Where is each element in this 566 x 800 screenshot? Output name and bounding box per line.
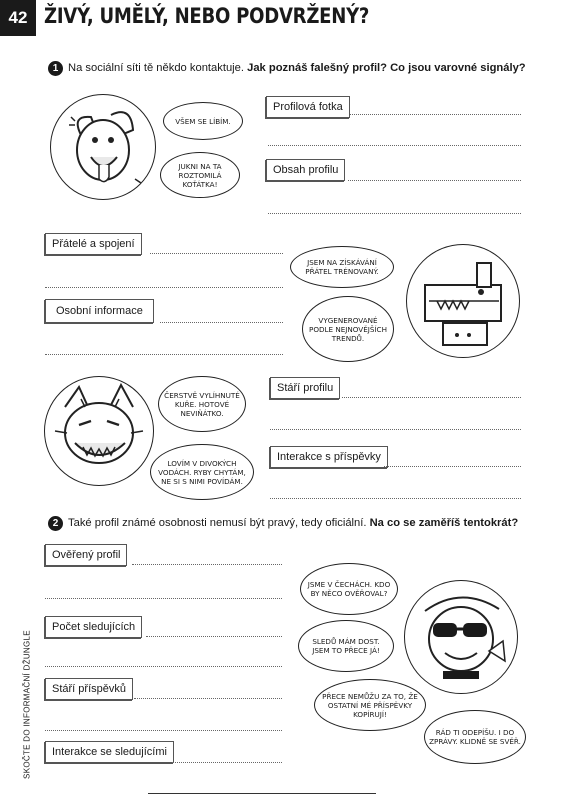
side-caption: SKOČTE DO INFORMAČNÍ DŽUNGLE xyxy=(22,630,32,779)
question-1-number: 1 xyxy=(48,61,63,76)
label-post-age: Stáří příspěvků xyxy=(45,678,133,700)
page-title: ŽIVÝ, UMĚLÝ, NEBO PODVRŽENÝ? xyxy=(44,4,370,28)
label-post-interactions: Interakce s příspěvky xyxy=(270,446,388,468)
label-friends-connections: Přátelé a spojení xyxy=(45,233,142,255)
answer-line[interactable] xyxy=(348,180,521,181)
label-follower-count: Počet sledujících xyxy=(45,616,142,638)
answer-line[interactable] xyxy=(268,145,521,146)
answer-line[interactable] xyxy=(45,666,282,667)
question-2-text: Také profil známé osobnosti nemusí být pravý, tedy oficiální. Na co se zaměříš tentokrát? xyxy=(68,517,519,529)
label-profile-content: Obsah profilu xyxy=(266,159,345,181)
answer-line[interactable] xyxy=(268,213,521,214)
robot-dog-illustration xyxy=(406,244,520,358)
answer-line[interactable] xyxy=(342,397,521,398)
label-follower-interactions: Interakce se sledujícími xyxy=(45,741,174,763)
answer-line[interactable] xyxy=(132,564,282,565)
answer-line[interactable] xyxy=(150,253,283,254)
answer-line[interactable] xyxy=(146,636,282,637)
answer-line[interactable] xyxy=(45,354,283,355)
question-1-text: Na sociální síti tě někdo kontaktuje. Jak poznáš falešný profil? Co jsou varovné signály? xyxy=(68,62,526,74)
label-verified-profile: Ověřený profil xyxy=(45,544,127,566)
label-profile-age: Stáří profilu xyxy=(270,377,340,399)
answer-line[interactable] xyxy=(134,698,282,699)
answer-line[interactable] xyxy=(384,466,521,467)
answer-line[interactable] xyxy=(45,287,283,288)
speech-bubble: RÁD TI ODEPÍŠU. I DO ZPRÁVY. KLIDNĚ SE SVĚŘ. xyxy=(424,710,526,764)
question-2-number: 2 xyxy=(48,516,63,531)
answer-line[interactable] xyxy=(160,322,283,323)
answer-line[interactable] xyxy=(45,730,282,731)
page-number: 42 xyxy=(0,0,36,36)
speech-bubble: JUKNI NA TA ROZTOMILÁ KOŤÁTKA! xyxy=(160,152,240,198)
label-personal-info: Osobní informace xyxy=(45,299,154,323)
label-profile-photo: Profilová fotka xyxy=(266,96,350,118)
speech-bubble: SLEDŮ MÁM DOST. JSEM TO PŘECE JÁ! xyxy=(298,620,394,672)
answer-line[interactable] xyxy=(350,114,521,115)
answer-line[interactable] xyxy=(45,598,282,599)
speech-bubble: VŠEM SE LÍBÍM. xyxy=(163,102,243,140)
answer-line[interactable] xyxy=(172,762,282,763)
answer-line[interactable] xyxy=(270,429,521,430)
footer-divider xyxy=(148,793,376,794)
speech-bubble: JSME V ČECHÁCH. KDO BY NĚCO OVĚŘOVAL? xyxy=(300,563,398,615)
answer-line[interactable] xyxy=(270,498,521,499)
speech-bubble: PŘECE NEMŮŽU ZA TO, ŽE OSTATNÍ MÉ PŘÍSPĚVKY KOPÍRUJÍ! xyxy=(314,679,426,731)
speech-bubble: VYGENEROVANÉ PODLE NEJNOVĚJŠÍCH TRENDŮ. xyxy=(302,296,394,362)
speech-bubble: LOVÍM V DIVOKÝCH VODÁCH. RYBY CHYTÁM, NE SI S NIMI POVÍDÁM. xyxy=(150,444,254,500)
wolf-illustration xyxy=(44,376,154,486)
speech-bubble: JSEM NA ZÍSKÁVÁNÍ PŘÁTEL TRÉNOVANÝ. xyxy=(290,246,394,288)
speech-bubble: ČERSTVĚ VYLÍHNUTÉ KUŘE. HOTOVÉ NEVIŇÁTKO. xyxy=(158,376,246,432)
cool-dog-illustration xyxy=(404,580,518,694)
dog-illustration xyxy=(50,94,156,200)
